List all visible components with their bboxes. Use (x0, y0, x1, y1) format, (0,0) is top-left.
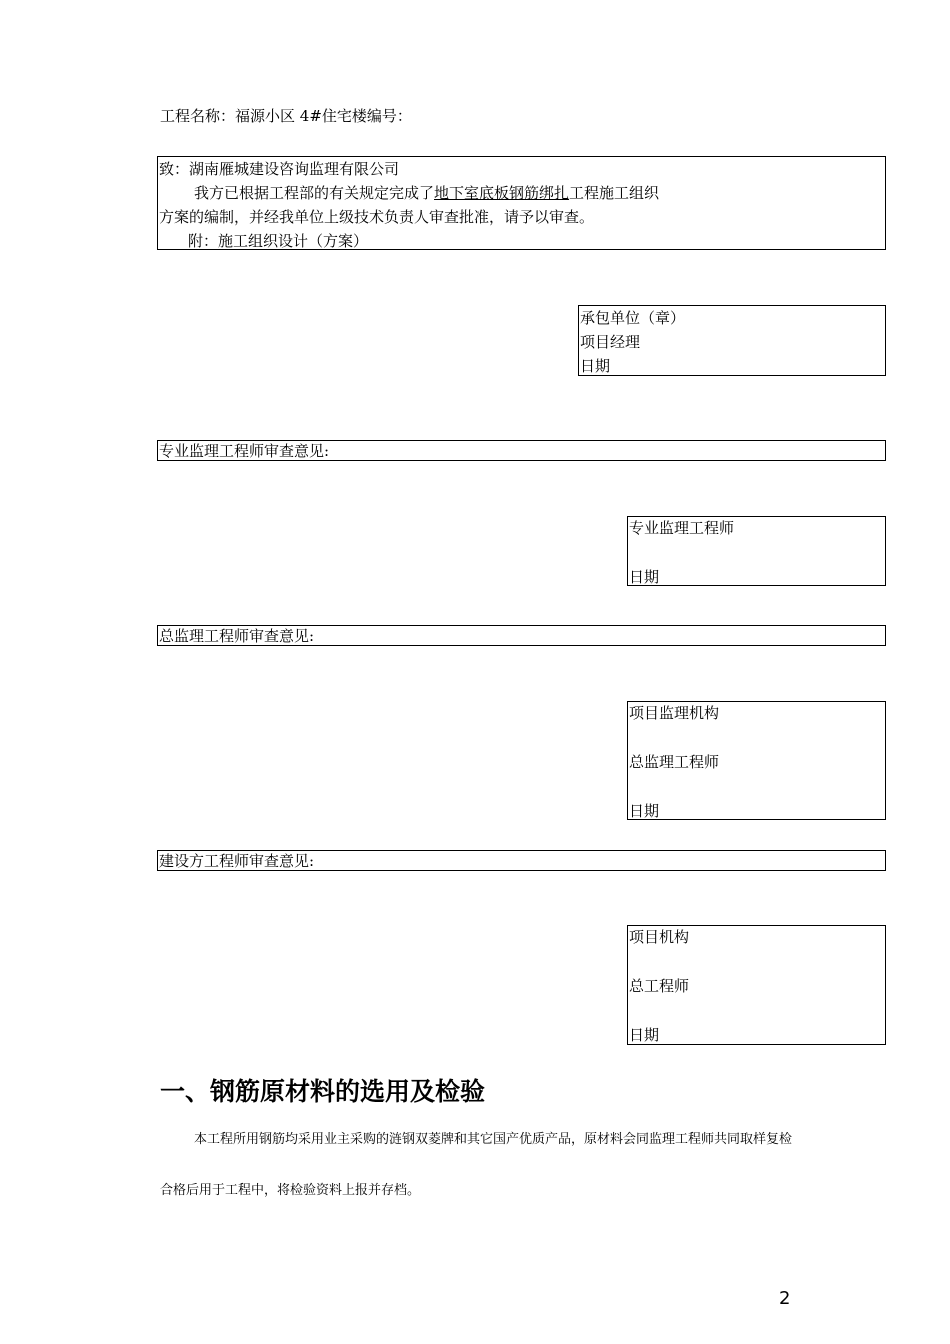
specialist-date: 日期 (629, 568, 660, 586)
chief-review-box (157, 625, 886, 646)
chief-signer: 总监理工程师 (629, 753, 720, 771)
contractor-sign-box (578, 305, 886, 376)
submission-body-line1 (194, 183, 659, 203)
chief-sign-box (627, 701, 886, 820)
number-label: 编号： (366, 107, 412, 125)
to-line: 致：湖南雁城建设咨询监理有限公司 (159, 160, 400, 178)
work-item: 地下室底板钢筋绑扎 (434, 184, 570, 202)
section-paragraph-line1: 本工程所用钢筋均采用业主采购的涟钢双菱牌和其它国产优质产品，原材料会同监理工程师共同取样复检 (194, 1132, 793, 1147)
contractor-date: 日期 (580, 357, 611, 375)
attachment-line: 附：施工组织设计（方案） (188, 232, 369, 250)
owner-org: 项目机构 (629, 928, 690, 946)
contractor-unit: 承包单位（章） (580, 309, 686, 327)
owner-review-label: 建设方工程师审查意见: (159, 852, 315, 870)
chief-review-label: 总监理工程师审查意见: (159, 627, 315, 645)
owner-review-box (157, 850, 886, 871)
project-name-label: 工程名称： (160, 107, 236, 125)
section-heading: 一、钢筋原材料的选用及检验 (160, 1077, 486, 1106)
page-number: 2 (779, 1288, 791, 1309)
submission-body-line2: 方案的编制，并经我单位上级技术负责人审查批准，请予以审查。 (159, 208, 595, 226)
specialist-signer: 专业监理工程师 (629, 519, 735, 537)
body-suffix: 工程施工组织 (569, 184, 660, 202)
owner-signer: 总工程师 (629, 977, 690, 995)
owner-sign-box (627, 925, 886, 1045)
owner-date: 日期 (629, 1026, 660, 1044)
specialist-sign-box (627, 516, 886, 586)
submission-box (157, 156, 886, 250)
specialist-review-box (157, 440, 886, 461)
section-paragraph-line2: 合格后用于工程中，将检验资料上报并存档。 (160, 1183, 421, 1198)
specialist-review-label: 专业监理工程师审查意见: (159, 442, 330, 460)
project-manager: 项目经理 (580, 333, 641, 351)
chief-org: 项目监理机构 (629, 704, 720, 722)
project-header (160, 106, 412, 126)
project-name-value: 福源小区 4#住宅楼 (235, 107, 367, 125)
chief-date: 日期 (629, 802, 660, 820)
body-prefix: 我方已根据工程部的有关规定完成了 (194, 184, 435, 202)
